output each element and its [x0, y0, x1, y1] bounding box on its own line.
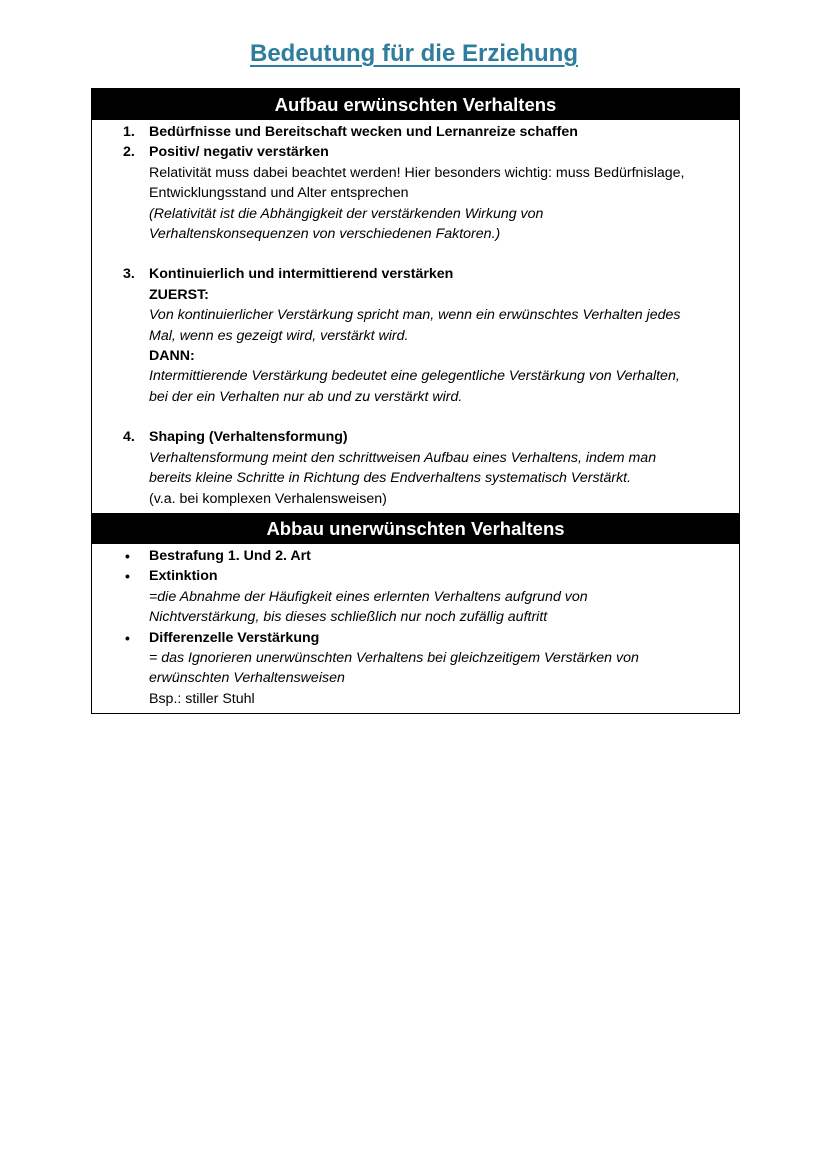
item-number: 2. [123, 144, 135, 161]
item-heading: Extinktion [149, 568, 218, 585]
item-text: =die Abnahme der Häufigkeit eines erlernten Verhaltens aufgrund von [149, 588, 588, 605]
item-text: Intermittierende Verstärkung bedeutet eine gelegentliche Verstärkung von Verhalten, [149, 368, 680, 385]
list-item [92, 427, 739, 509]
section-abbau [92, 544, 739, 713]
page-title: Bedeutung für die Erziehung [250, 40, 578, 67]
item-text: Verhaltenskonsequenzen von verschiedenen Faktoren.) [149, 226, 501, 243]
list-item [92, 546, 739, 566]
list-item [92, 142, 739, 244]
item-text: bei der ein Verhalten nur ab und zu verstärkt wird. [149, 388, 463, 405]
bullet-icon: • [125, 629, 130, 646]
bullet-icon: • [125, 547, 130, 564]
item-text: Von kontinuierlicher Verstärkung spricht man, wenn ein erwünschtes Verhalten jedes [149, 307, 681, 324]
item-heading: Shaping (Verhaltensformung) [149, 429, 348, 446]
item-text: Entwicklungsstand und Alter entsprechen [149, 185, 409, 202]
item-heading: Bedürfnisse und Bereitschaft wecken und Lernanreize schaffen [149, 124, 578, 140]
item-heading: Kontinuierlich und intermittierend verstärken [149, 266, 454, 283]
item-text: Relativität muss dabei beachtet werden! Hier besonders wichtig: muss Bedürfnislage, [149, 164, 685, 181]
item-text: = das Ignorieren unerwünschten Verhaltens bei gleichzeitigem Verstärken von [149, 649, 639, 666]
section-header-abbau: Abbau unerwünschten Verhaltens [92, 513, 739, 544]
item-heading: Differenzelle Verstärkung [149, 629, 320, 646]
item-heading: Positiv/ negativ verstärken [149, 144, 329, 161]
item-text: Verhaltensformung meint den schrittweisen Aufbau eines Verhaltens, indem man [149, 449, 657, 466]
content-table [91, 88, 740, 714]
item-note: Bsp.: stiller Stuhl [149, 690, 255, 707]
item-number: 3. [123, 266, 135, 283]
item-number: 1. [123, 124, 135, 140]
list-item [92, 122, 739, 142]
bullet-icon: • [125, 568, 130, 585]
item-subheading: DANN: [149, 348, 195, 365]
item-text: (Relativität ist die Abhängigkeit der verstärkenden Wirkung von [149, 205, 544, 222]
item-text: Mal, wenn es gezeigt wird, verstärkt wird. [149, 327, 409, 344]
list-item [92, 628, 739, 710]
item-note: (v.a. bei komplexen Verhalensweisen) [149, 490, 387, 507]
section-header-aufbau: Aufbau erwünschten Verhaltens [92, 89, 739, 120]
item-heading: Bestrafung 1. Und 2. Art [149, 547, 311, 564]
list-item [92, 264, 739, 407]
item-text: Nichtverstärkung, bis dieses schließlich nur noch zufällig auftritt [149, 609, 548, 626]
item-text: bereits kleine Schritte in Richtung des Endverhaltens systematisch Verstärkt. [149, 470, 632, 487]
section-aufbau [92, 120, 739, 513]
item-number: 4. [123, 429, 135, 446]
item-subheading: ZUERST: [149, 286, 209, 303]
item-text: erwünschten Verhaltensweisen [149, 670, 345, 687]
list-item [92, 566, 739, 627]
